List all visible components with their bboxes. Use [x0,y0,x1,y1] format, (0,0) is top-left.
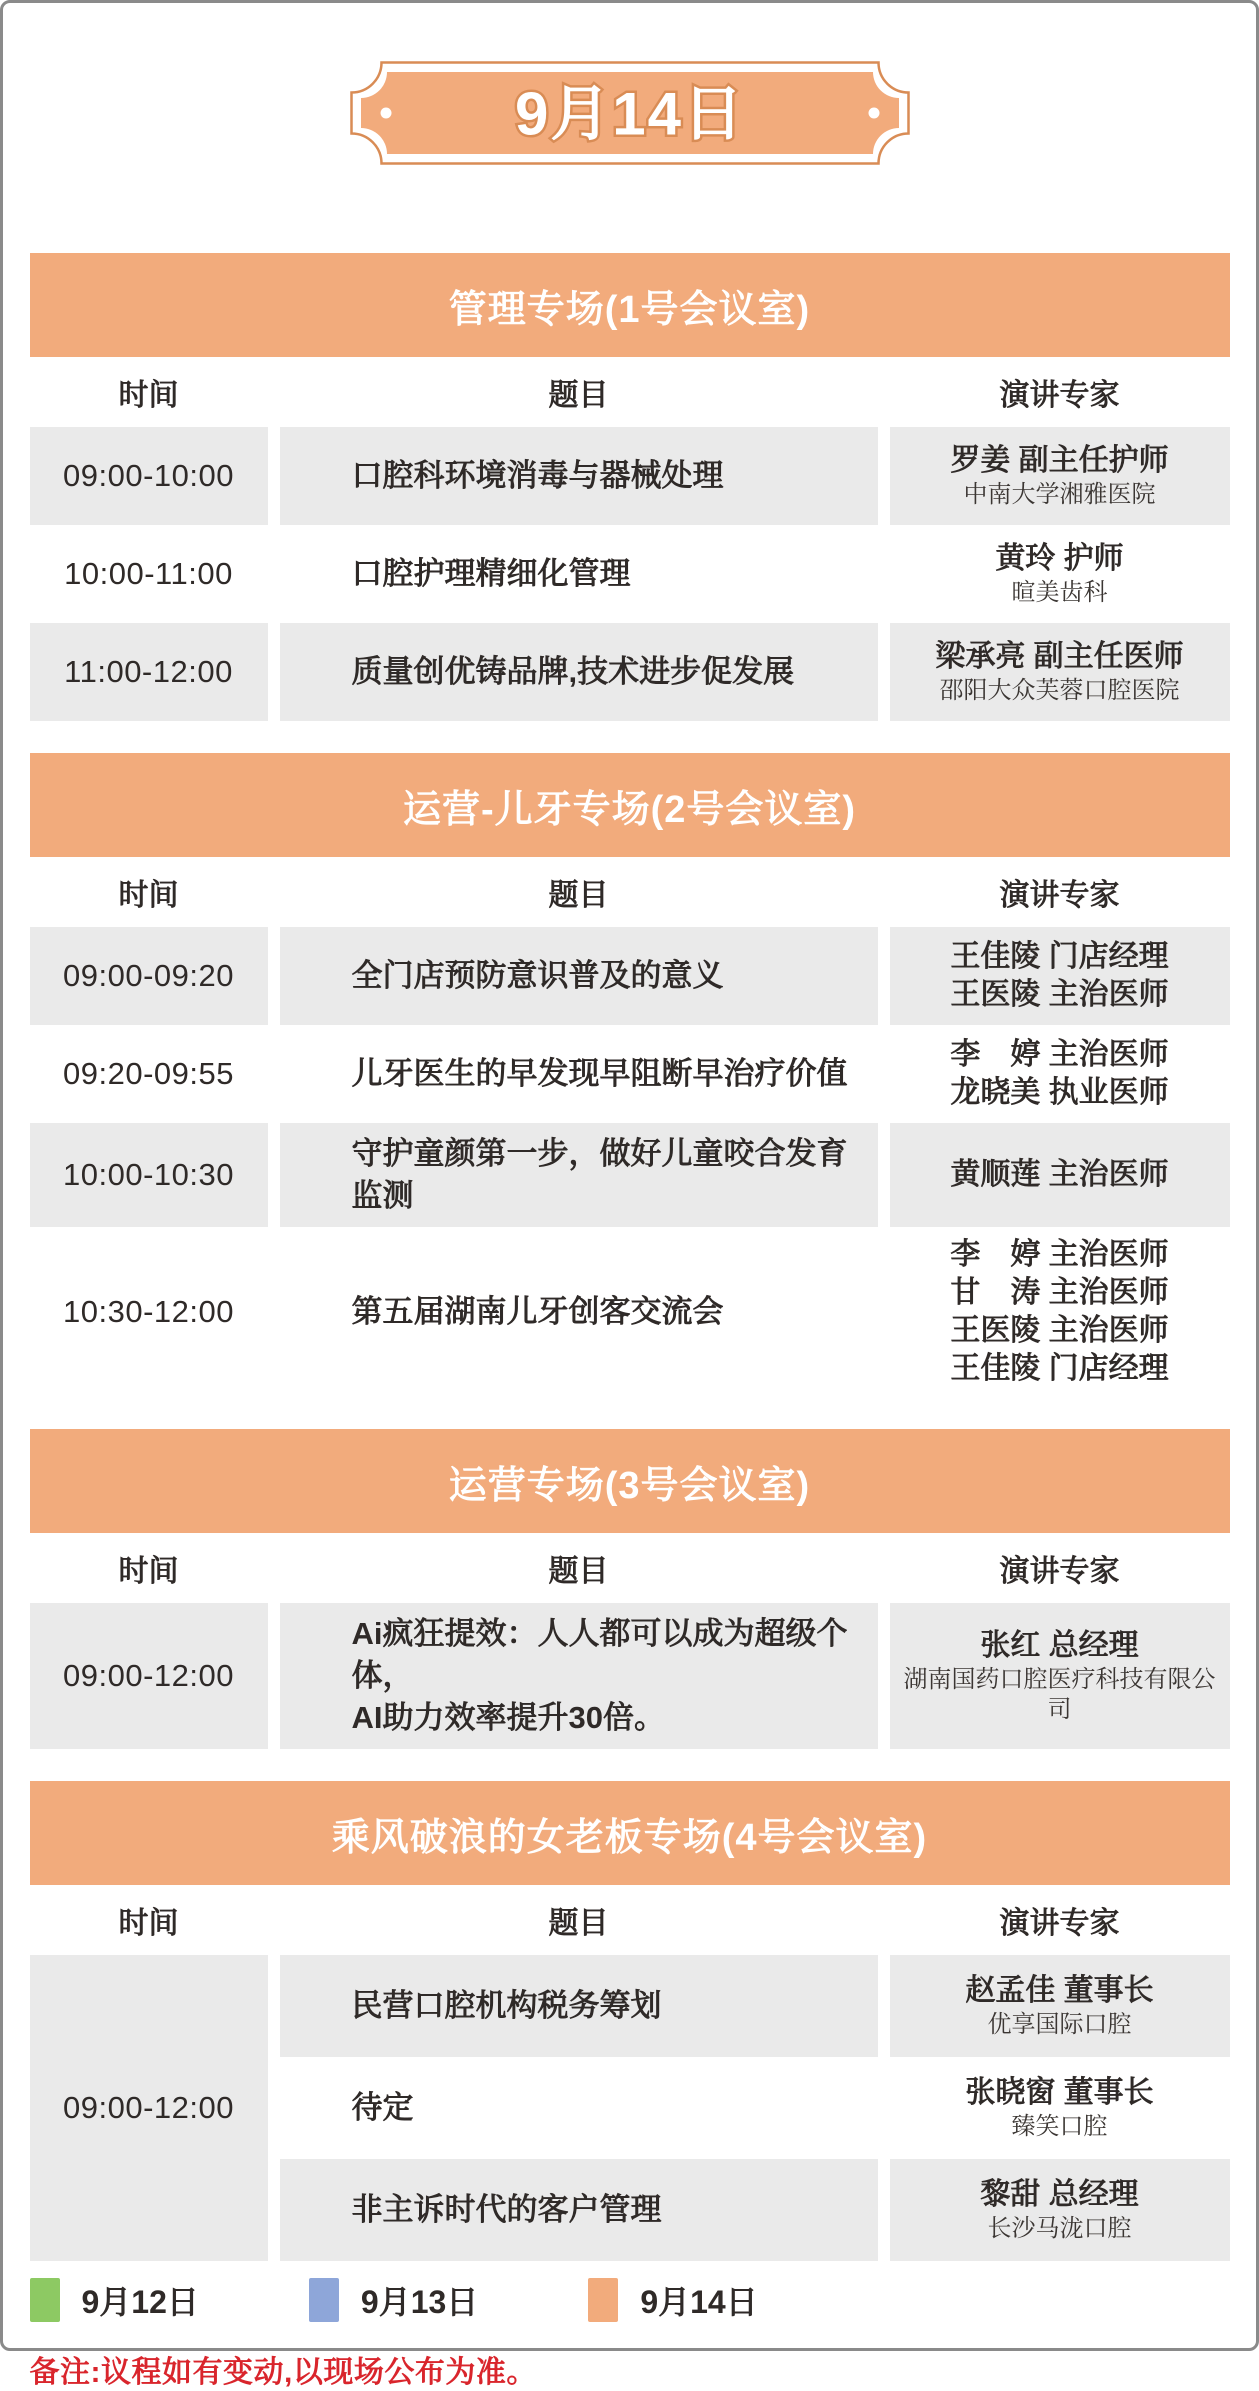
speaker-name: 王佳陵 门店经理 [950,1352,1169,1385]
speaker-org: 湖南国药口腔医疗科技有限公司 [903,1666,1216,1723]
speaker-name: 王佳陵 门店经理 [950,940,1169,973]
speaker-cell [890,427,1230,525]
time-cell: 09:00-12:00 [30,1603,268,1749]
legend-swatch [30,2278,60,2322]
topic-line: 第五届湖南儿牙创客交流会 [351,1294,724,1329]
speaker-name: 李 婷 主治医师 [950,1238,1169,1271]
legend-swatch [309,2278,339,2322]
merged-time-row [30,1955,1230,2261]
speaker-org: 长沙马泷口腔 [987,2215,1132,2242]
footnote: 备注:议程如有变动,以现场公布为准。 [29,2356,537,2389]
time-cell: 10:30-12:00 [63,1294,234,1329]
column-header-topic: 题目 [548,1555,609,1588]
time-cell: 09:00-12:00 [30,1955,268,2261]
agenda-row [280,1955,1230,2057]
agenda-row [280,2057,1230,2159]
speaker-name: 王医陵 主治医师 [950,978,1169,1011]
speaker-name: 王医陵 主治医师 [950,1314,1169,1347]
column-header-topic: 题目 [548,1907,609,1940]
speaker-org: 中南大学湘雅医院 [963,481,1156,508]
column-header-topic: 题目 [548,379,609,412]
legend-swatch [588,2278,618,2322]
topic-line: 口腔护理精细化管理 [351,556,631,591]
speaker-name: 张晓窗 董事长 [965,2076,1154,2109]
session-section [30,1429,1230,1749]
column-headers [30,1885,1230,1955]
section-title-band: 运营专场(3号会议室) [30,1429,1230,1533]
agenda-row [30,1227,1230,1397]
topic-cell [280,1227,878,1397]
speaker-cell [890,1227,1230,1397]
topic-line: AI助力效率提升30倍。 [351,1700,665,1735]
date-badge-label: 9月14日 [514,80,745,148]
topic-cell [280,525,878,623]
topic-line: 待定 [351,2090,414,2125]
speaker-cell [890,1123,1230,1227]
speaker-name: 甘 涛 主治医师 [950,1276,1169,1309]
legend-item [30,2277,199,2323]
legend-label: 9月12日 [81,2284,199,2320]
agenda-row [30,1025,1230,1123]
time-cell: 09:20-09:55 [63,1056,234,1091]
section-title-band: 乘风破浪的女老板专场(4号会议室) [30,1781,1230,1885]
topic-cell [280,927,878,1025]
column-header-speaker: 演讲专家 [999,879,1120,912]
time-cell: 11:00-12:00 [30,623,268,721]
time-cell: 10:00-10:30 [30,1123,268,1227]
speaker-cell [890,927,1230,1025]
speaker-name: 黄玲 护师 [995,542,1124,575]
column-headers [30,857,1230,927]
topic-line: 质量创优铸品牌,技术进步促发展 [351,654,795,689]
speaker-cell [890,1955,1230,2057]
topic-line: Ai疯狂提效：人人都可以成为超级个体， [351,1616,848,1693]
speaker-name: 赵孟佳 董事长 [965,1974,1154,2007]
speaker-cell [890,2159,1230,2261]
agenda-row [280,2159,1230,2261]
legend-item [309,2277,478,2323]
session-section [30,253,1230,721]
column-headers [30,1533,1230,1603]
speaker-name: 龙晓美 执业医师 [950,1076,1169,1109]
time-cell: 09:00-09:20 [30,927,268,1025]
section-title-band: 运营-儿牙专场(2号会议室) [30,753,1230,857]
topic-line: 儿牙医生的早发现早阻断早治疗价值 [351,1056,848,1091]
agenda-row [30,525,1230,623]
speaker-name: 黄顺莲 主治医师 [950,1158,1169,1191]
speaker-org: 优享国际口腔 [987,2011,1132,2038]
topic-line: 全门店预防意识普及的意义 [351,958,724,993]
speaker-cell [890,2057,1230,2159]
topic-cell [280,2159,878,2261]
time-cell: 09:00-10:00 [30,427,268,525]
column-header-speaker: 演讲专家 [999,1555,1120,1588]
speaker-name: 梁承亮 副主任医师 [935,640,1184,673]
topic-cell [280,2057,878,2159]
column-header-time: 时间 [118,379,179,412]
speaker-org: 臻笑口腔 [1011,2113,1108,2140]
speaker-name: 黎甜 总经理 [980,2178,1139,2211]
badge-dot-right [868,108,879,119]
topic-line: 非主诉时代的客户管理 [351,2192,662,2227]
speaker-name: 张红 总经理 [980,1629,1139,1662]
time-cell: 10:00-11:00 [64,556,233,591]
speaker-cell [890,525,1230,623]
legend-item [588,2277,757,2323]
legend-label: 9月13日 [360,2284,479,2320]
agenda-row [30,1603,1230,1749]
date-badge [350,61,910,165]
topic-line: 口腔科环境消毒与器械处理 [351,458,724,493]
speaker-name: 李 婷 主治医师 [950,1038,1169,1071]
topic-cell [280,427,878,525]
agenda-row [30,427,1230,525]
column-header-time: 时间 [118,1555,179,1588]
topic-cell [280,1123,878,1227]
speaker-org: 邵阳大众芙蓉口腔医院 [939,677,1180,704]
column-header-time: 时间 [118,1907,179,1940]
agenda-row [30,623,1230,721]
agenda-row [30,1123,1230,1227]
column-header-time: 时间 [118,879,179,912]
topic-cell [280,1025,878,1123]
section-title-band: 管理专场(1号会议室) [30,253,1230,357]
speaker-cell [890,1603,1230,1749]
sections-container [30,253,1230,2261]
session-section [30,753,1230,1397]
date-badge-plaque [350,61,910,165]
date-legend [30,2277,1230,2323]
column-header-speaker: 演讲专家 [999,379,1120,412]
column-header-topic: 题目 [548,879,609,912]
sub-rows [280,1955,1230,2261]
topic-cell [280,623,878,721]
speaker-cell [890,1025,1230,1123]
column-headers [30,357,1230,427]
column-header-speaker: 演讲专家 [999,1907,1120,1940]
topic-cell [280,1955,878,2057]
agenda-row [30,927,1230,1025]
badge-dot-left [380,108,391,119]
topic-line: 民营口腔机构税务筹划 [351,1988,662,2023]
speaker-name: 罗姜 副主任护师 [950,444,1169,477]
session-section [30,1781,1230,2261]
topic-cell [280,1603,878,1749]
speaker-cell [890,623,1230,721]
speaker-org: 暄美齿科 [1011,579,1108,606]
topic-line: 守护童颜第一步，做好儿童咬合发育监测 [351,1136,848,1213]
legend-label: 9月14日 [640,2284,758,2320]
